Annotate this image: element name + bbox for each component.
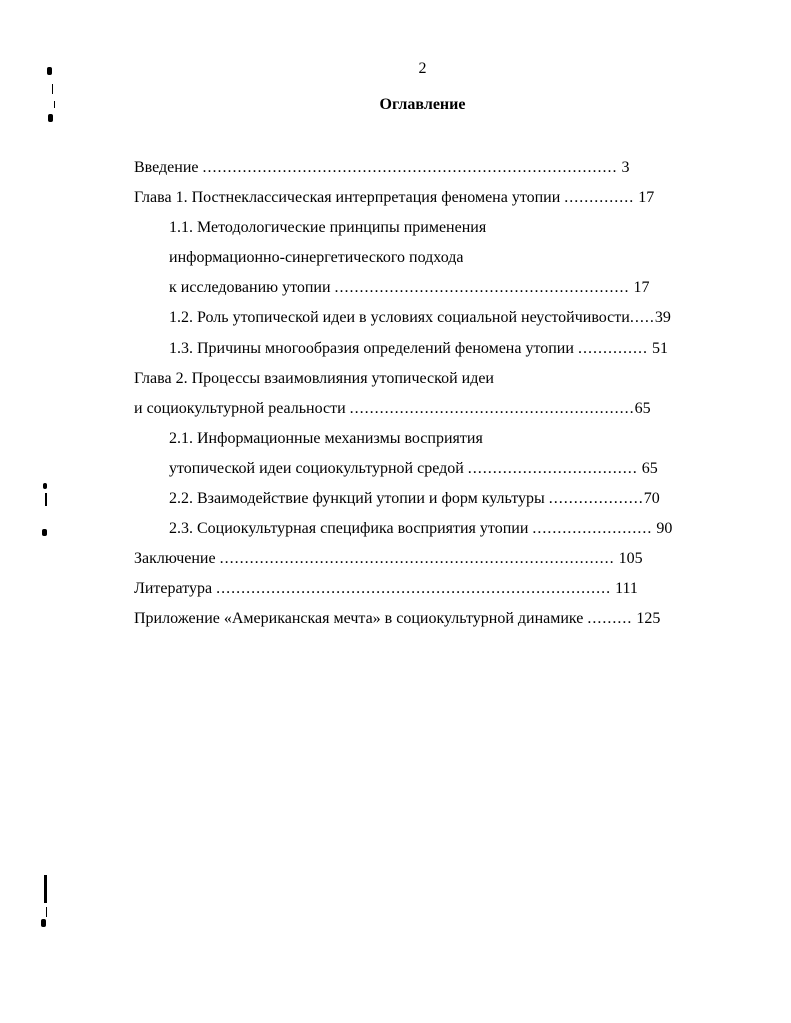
toc-entry-text: 2.2. Взаимодействие функций утопии и форм культуры: [169, 490, 549, 507]
toc-dots: ..............: [577, 340, 648, 357]
toc-page-number: 105: [614, 550, 643, 567]
toc-entry-2-1-line-1: [169, 429, 483, 449]
toc-page-number: 90: [652, 520, 673, 537]
toc-entry-text: Введение: [134, 159, 203, 176]
toc-page-number: 39: [654, 309, 671, 326]
toc-page-number: 125: [632, 610, 661, 627]
toc-entry-literature: [134, 579, 638, 599]
toc-dots: ...............................................................................: [219, 550, 615, 567]
toc-entry-text: Литература: [134, 580, 217, 597]
toc-entry-text: и социокультурной реальности: [134, 400, 350, 417]
toc-dots: .........................................................: [349, 400, 635, 417]
toc-entry-text: 1.1. Методологические принципы применения: [169, 219, 487, 236]
toc-dots: .....: [629, 309, 655, 326]
toc-page-number: 17: [634, 189, 655, 206]
toc-dots: ........................: [532, 520, 653, 537]
scan-artifact-mark: [43, 483, 47, 489]
toc-entry-1-2: [169, 308, 671, 328]
toc-entry-chapter-2-line-1: [134, 369, 494, 389]
toc-entry-1-1-line-1: [169, 218, 486, 238]
toc-entry-text: Заключение: [134, 550, 220, 567]
toc-page-number: 70: [643, 490, 660, 507]
toc-entry-1-1-line-3: [169, 278, 650, 298]
scan-artifact-mark: [48, 114, 53, 122]
page-number: 2: [418, 60, 427, 77]
toc-page-number: 65: [637, 460, 658, 477]
toc-page-number: 3: [617, 159, 630, 176]
toc-dots: ...........................................................: [334, 279, 630, 296]
toc-entry-2-3: [169, 519, 672, 539]
toc-dots: ...............................................................................: [216, 580, 612, 597]
toc-title: Оглавление: [379, 96, 466, 113]
toc-dots: ...................: [548, 490, 644, 507]
toc-entry-2-1-line-2: [169, 459, 658, 479]
scan-artifact-mark: [46, 907, 47, 917]
toc-page-number: 65: [634, 400, 651, 417]
toc-entry-text: 2.1. Информационные механизмы восприятия: [169, 430, 483, 447]
toc-entry-appendix: [134, 609, 660, 629]
scan-artifact-mark: [44, 875, 47, 903]
toc-dots: ..................................: [467, 460, 638, 477]
toc-entry-conclusion: [134, 549, 643, 569]
toc-entry-text: утопической идеи социокультурной средой: [169, 460, 468, 477]
scan-artifact-mark: [52, 84, 53, 94]
toc-entry-text: информационно-синергетического подхода: [169, 249, 464, 266]
scan-artifact-mark: [47, 67, 52, 75]
toc-page-number: 51: [647, 340, 668, 357]
toc-dots: ..............: [564, 189, 635, 206]
toc-entry-chapter-1: [134, 188, 654, 208]
scan-artifact-mark: [45, 493, 47, 506]
toc-entry-text: Глава 1. Постнеклассическая интерпретация феномена утопии: [134, 189, 565, 206]
toc-entry-introduction: [134, 158, 630, 178]
toc-entry-2-2: [169, 489, 660, 509]
toc-page-number: 111: [611, 580, 638, 597]
toc-dots: ...................................................................................: [202, 159, 618, 176]
toc-entry-text: 1.3. Причины многообразия определений феномена утопии: [169, 340, 578, 357]
scan-artifact-mark: [41, 919, 46, 927]
toc-dots: .........: [587, 610, 633, 627]
toc-entry-chapter-2-line-2: [134, 399, 651, 419]
scan-artifact-mark: [42, 529, 47, 536]
toc-entry-1-1-line-2: [169, 248, 463, 268]
toc-entry-1-3: [169, 339, 668, 359]
toc-entry-text: Приложение «Американская мечта» в социокультурной динамике: [134, 610, 588, 627]
toc-entry-text: 1.2. Роль утопической идеи в условиях социальной неустойчивости: [169, 309, 630, 326]
toc-entry-text: к исследованию утопии: [169, 279, 335, 296]
toc-entry-text: 2.3. Социокультурная специфика восприятия утопии: [169, 520, 533, 537]
toc-page-number: 17: [629, 279, 650, 296]
toc-entry-text: Глава 2. Процессы взаимовлияния утопической идеи: [134, 370, 494, 387]
scan-artifact-mark: [54, 101, 55, 108]
